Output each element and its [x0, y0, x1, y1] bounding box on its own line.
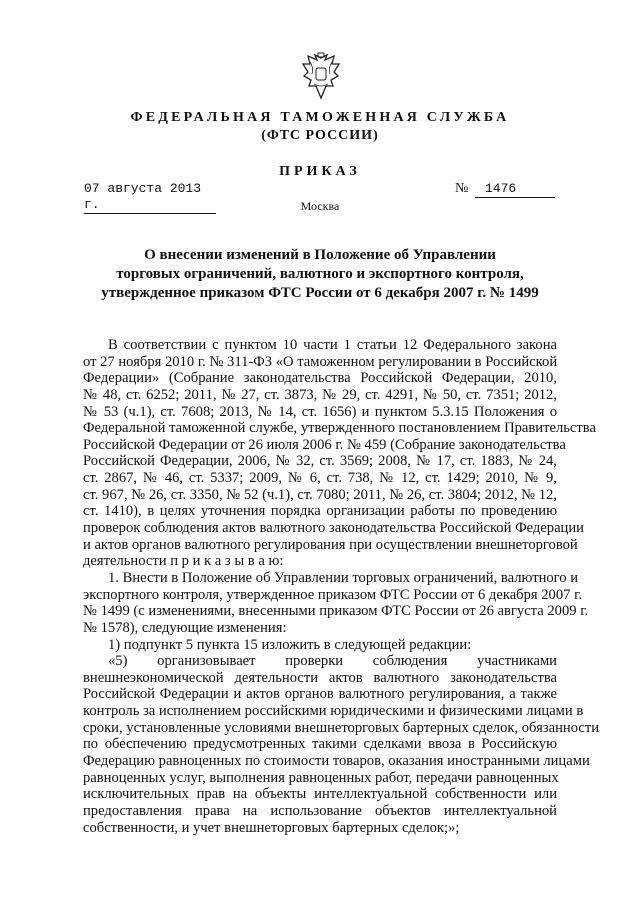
text-line: внешнеэкономической деятельности актов валютного законодательства — [83, 669, 557, 686]
text-line: исключительных прав на объекты интеллектуальной собственности или — [83, 786, 557, 803]
organization-name: ФЕДЕРАЛЬНАЯ ТАМОЖЕННАЯ СЛУЖБА — [130, 110, 510, 125]
coat-of-arms-emblem — [300, 52, 342, 102]
text-line: экспортного контроля, утвержденное приказом ФТС России от 6 декабря 2007 г. — [83, 586, 583, 603]
text-line: ст. 967, № 26, ст. 3350, № 52 (ч.1), ст. 7080; 2011, № 26, ст. 3804; 2012, № 12, — [83, 486, 557, 503]
text-line: В соответствии с пунктом 10 части 1 статьи 12 Федерального закона — [108, 337, 557, 353]
paragraph — [83, 653, 600, 836]
text-line: от 27 ноября 2010 г. № 311-ФЗ «О таможенном регулировании в Российской — [83, 353, 558, 370]
title-line: утвержденное приказом ФТС России от 6 декабря 2007 г. № 1499 — [101, 285, 539, 301]
text-line: собственности, и учет внешнеторговых бартерных сделок;»; — [83, 819, 460, 836]
document-type: ПРИКАЗ — [279, 164, 361, 179]
text-line: Федерацию равноценных по стоимости товаров, оказания иностранными лицами — [83, 753, 590, 770]
paragraph — [83, 337, 596, 570]
title-line: торговых ограничений, валютного и экспортного контроля, — [116, 266, 524, 282]
text-line: Российской Федерации от 26 июля 2006 г. № 459 (Собрание законодательства — [83, 436, 566, 453]
text-line: деятельности п р и к а з ы в а ю: — [83, 553, 284, 570]
text-line: сроки, установленные условиями внешнеторговых бартерных сделок, обязанности — [83, 719, 600, 736]
text-line: ст. 2867, № 46, ст. 5337; 2009, № 6, ст. 738, № 12, ст. 1429; 2010, № 9, — [83, 470, 557, 487]
text-line: равноценных услуг, выполнения равноценных работ, передачи равноценных — [83, 769, 559, 786]
text-line: по обеспечению предусмотренных такими сделками ввоза в Российскую — [83, 736, 557, 753]
title-line: О внесении изменений в Положение об Управлении — [144, 247, 496, 263]
text-line: «5) организовывает проверки соблюдения участниками — [108, 653, 557, 670]
paragraph — [83, 637, 557, 654]
document-date: 07 августа 2013 г. — [84, 181, 216, 214]
text-line: № 53 (ч.1), ст. 7608; 2013, № 14, ст. 1656) и пунктом 5.3.15 Положения о — [83, 403, 557, 420]
number-label: № — [455, 181, 469, 196]
document-body — [83, 337, 600, 836]
document-number: 1476 — [475, 181, 555, 198]
text-line: № 1578), следующие изменения: — [83, 619, 287, 636]
text-line: Российской Федерации, 2006, № 32, ст. 3569; 2008, № 17, ст. 1883, № 24, — [83, 453, 557, 470]
text-line: Федерации» (Собрание законодательства Российской Федерации, 2010, — [83, 370, 557, 387]
text-line: Федеральной таможенной службе, утвержденного постановлением Правительства — [83, 420, 596, 437]
text-line: ст. 1410), в целях уточнения порядка организации работы по проведению — [83, 503, 557, 520]
text-line: Российской Федерации и актов органов валютного регулирования, а также — [83, 686, 557, 703]
text-line: 1. Внести в Положение об Управлении торговых ограничений, валютного и — [108, 569, 579, 586]
text-line: проверок соблюдения актов валютного законодательства Российской Федерации — [83, 520, 584, 537]
text-line: предоставления права на использование объектов интеллектуальной — [83, 802, 557, 819]
document-title — [0, 246, 640, 303]
organization-short-name: (ФТС РОССИИ) — [261, 128, 379, 143]
text-line: 1) подпункт 5 пункта 15 изложить в следующей редакции: — [108, 636, 472, 653]
text-line: № 48, ст. 6252; 2011, № 27, ст. 3873, № 29, ст. 4291, № 50, ст. 7351; 2012, — [83, 386, 557, 403]
city: Москва — [300, 199, 340, 213]
paragraph — [83, 569, 589, 637]
text-line: № 1499 (с изменениями, внесенными приказом ФТС России от 26 августа 2009 г. — [83, 603, 589, 620]
text-line: контроль за исполнением российскими юридическими и физическими лицами в — [83, 703, 584, 720]
text-line: и актов органов валютного регулирования при осуществлении внешнеторговой — [83, 536, 578, 553]
